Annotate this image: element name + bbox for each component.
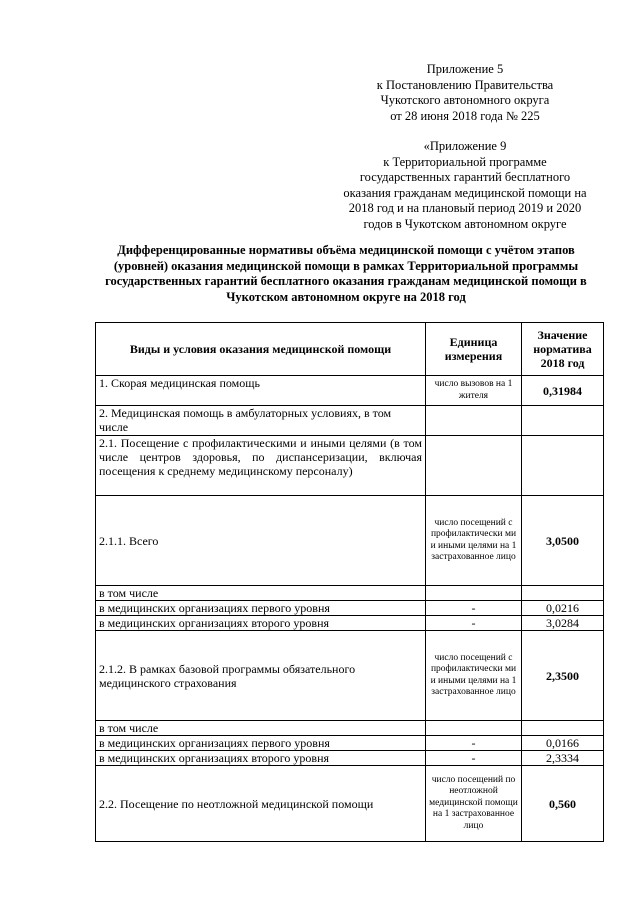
cell-unit [426, 436, 522, 496]
cell-kind: 2.2. Посещение по неотложной медицинской помощи [96, 766, 426, 842]
cell-kind: в медицинских организациях второго уровня [96, 751, 426, 766]
cell-unit: - [426, 616, 522, 631]
appendix-5-line: Чукотского автономного округа [380, 93, 550, 107]
appendix-5-line: от 28 июня 2018 года № 225 [390, 108, 540, 123]
document-title-line: (уровней) оказания медицинской помощи в рамках Территориальной программы [113, 258, 579, 273]
header-kind: Виды и условия оказания медицинской помощи [96, 323, 426, 376]
cell-kind: 2.1.2. В рамках базовой программы обязательного медицинского страхования [96, 631, 426, 721]
appendix-9-line: годов в Чукотском автономном округе [363, 216, 567, 231]
cell-value: 3,0500 [522, 496, 604, 586]
table-row [96, 601, 604, 616]
table-header-row [96, 323, 604, 376]
cell-kind: 1. Скорая медицинская помощь [96, 376, 426, 406]
cell-unit [426, 721, 522, 736]
cell-value: 0,0216 [522, 601, 604, 616]
appendix-9-line: оказания гражданам медицинской помощи на [343, 185, 587, 200]
document-title-line: Дифференцированные нормативы объёма медицинской помощи с учётом этапов [117, 243, 575, 257]
table-row [96, 631, 604, 721]
cell-value [522, 436, 604, 496]
cell-unit: число посещений с профилактически ми и иными целями на 1 застрахованное лицо [426, 496, 522, 586]
cell-unit: число посещений по неотложной медицинской помощи на 1 застрахованное лицо [426, 766, 522, 842]
cell-value: 2,3500 [522, 631, 604, 721]
cell-value [522, 721, 604, 736]
cell-kind: 2. Медицинская помощь в амбулаторных условиях, в том числе [96, 406, 426, 436]
cell-kind: в медицинских организациях первого уровня [96, 601, 426, 616]
table-row [96, 376, 604, 406]
table-row [96, 496, 604, 586]
header-value: Значение норматива 2018 год [522, 323, 604, 376]
cell-value [522, 586, 604, 601]
cell-unit: - [426, 751, 522, 766]
cell-value: 0,31984 [522, 376, 604, 406]
cell-unit: число вызовов на 1 жителя [426, 376, 522, 406]
cell-value [522, 406, 604, 436]
document-title [90, 243, 602, 305]
appendix-9-line: к Территориальной программе [383, 154, 547, 169]
table-row [96, 751, 604, 766]
document-title-line: Чукотском автономном округе на 2018 год [226, 289, 466, 304]
header-unit: Единица измерения [426, 323, 522, 376]
appendix-9-line: государственных гарантий бесплатного [359, 170, 571, 184]
table-row [96, 436, 604, 496]
norms-table [95, 322, 604, 842]
cell-unit [426, 586, 522, 601]
cell-kind: в медицинских организациях первого уровня [96, 736, 426, 751]
cell-unit: - [426, 601, 522, 616]
table-row [96, 721, 604, 736]
cell-value: 2,3334 [522, 751, 604, 766]
table-row [96, 616, 604, 631]
cell-kind: в медицинских организациях второго уровня [96, 616, 426, 631]
cell-kind: 2.1. Посещение с профилактическими и иными целями (в том числе центров здоровья, по диспансеризации, включая посещения к среднему медицинскому персоналу) [96, 436, 426, 496]
appendix-9-line: «Приложение 9 [423, 139, 507, 153]
appendix-5-line: Приложение 5 [426, 62, 504, 76]
table-row [96, 766, 604, 842]
cell-kind: в том числе [96, 721, 426, 736]
cell-value: 0,0166 [522, 736, 604, 751]
document-title-line: государственных гарантий бесплатного оказания гражданам медицинской помощи в [105, 274, 587, 288]
table-row [96, 736, 604, 751]
appendix-5-header [330, 62, 600, 124]
appendix-9-line: 2018 год и на плановый период 2019 и 2020 [348, 201, 582, 215]
appendix-9-header [330, 139, 600, 232]
cell-value: 0,560 [522, 766, 604, 842]
table-row [96, 406, 604, 436]
cell-unit [426, 406, 522, 436]
appendix-5-line: к Постановлению Правительства [376, 77, 554, 92]
cell-kind: 2.1.1. Всего [96, 496, 426, 586]
cell-kind: в том числе [96, 586, 426, 601]
cell-unit: число посещений с профилактически ми и иными целями на 1 застрахованное лицо [426, 631, 522, 721]
cell-value: 3,0284 [522, 616, 604, 631]
cell-unit: - [426, 736, 522, 751]
table-row [96, 586, 604, 601]
